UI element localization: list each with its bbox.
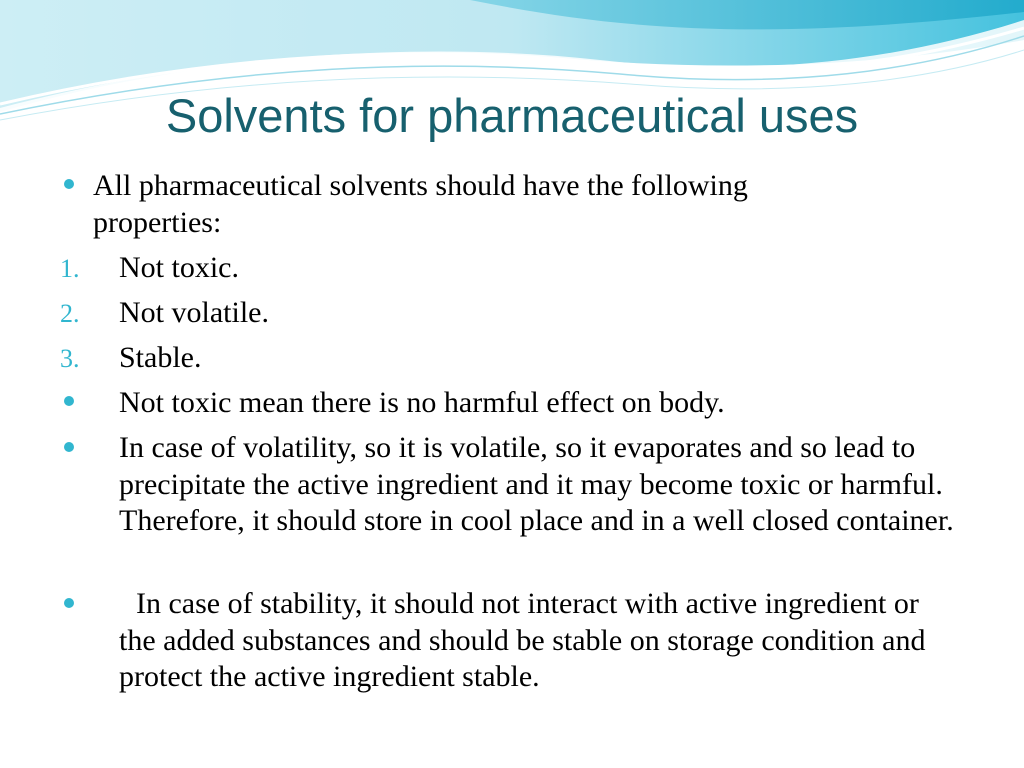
bullet-dot-icon bbox=[64, 179, 74, 189]
bullet-dot-icon bbox=[64, 598, 74, 608]
bullet-text: Not toxic mean there is no harmful effect on body. bbox=[119, 386, 725, 419]
property-text: Stable. bbox=[119, 341, 202, 374]
property-number: 3. bbox=[60, 344, 80, 373]
slide-title: Solvents for pharmaceutical uses bbox=[165, 89, 859, 142]
property-number: 2. bbox=[60, 299, 80, 328]
property-text: Not toxic. bbox=[119, 251, 239, 284]
bullet-dot-icon bbox=[64, 442, 74, 452]
property-text: Not volatile. bbox=[119, 296, 269, 329]
bullet-dot-icon bbox=[64, 396, 74, 406]
property-number: 1. bbox=[60, 254, 80, 283]
bullet-text: In case of stability, it should not interact with active ingredient or the added substances and should be stable on storage condition and protect the active ingredient stable. bbox=[119, 587, 926, 693]
bullet-text: In case of volatility, so it is volatile, so it evaporates and so lead to precipitate the active ingredient and it may become toxic or harmful. Therefore, it should store in cool place and in a well closed container. bbox=[119, 431, 954, 537]
intro-text: All pharmaceutical solvents should have the following properties: bbox=[93, 169, 748, 239]
